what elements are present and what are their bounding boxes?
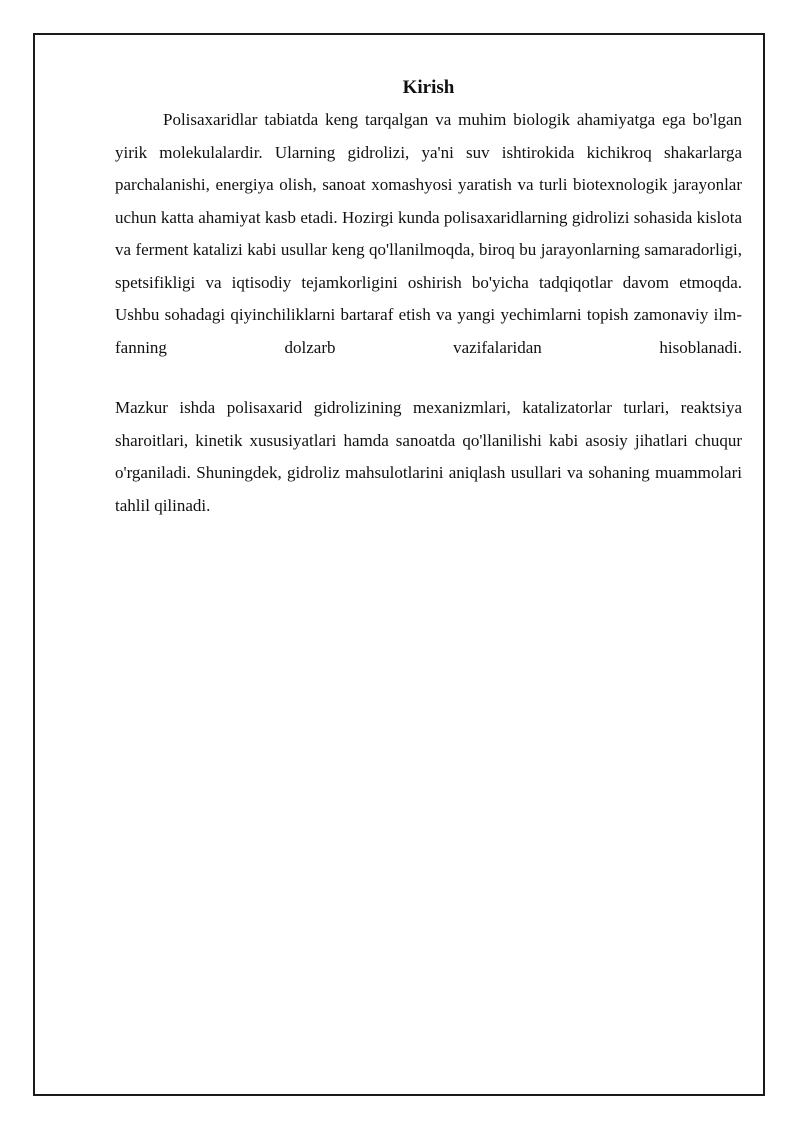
intro-paragraph-2: Mazkur ishda polisaxarid gidrolizining mexanizmlari, katalizatorlar turlari, reaktsiya sharoitlari, kinetik xususiyatlari hamda sanoatda qo'llanilishi kabi asosiy jihatlari chuqur o'rganiladi. Shuningdek, gidroliz mahsulotlarini aniqlash usullari va sohaning muammolari tahlil qilinadi. (115, 398, 742, 515)
document-body (115, 76, 742, 522)
section-title: Kirish (402, 77, 455, 98)
intro-paragraph-1: Polisaxaridlar tabiatda keng tarqalgan va muhim biologik ahamiyatga ega bo'lgan yirik molekulalardir. Ularning gidrolizi, ya'ni suv ishtirokida kichikroq shakarlarga parchalanishi, energiya olish, sanoat xomashyosi yaratish va turli biotexnologik jarayonlar uchun katta ahamiyat kasb etadi. Hozirgi kunda polisaxaridlarning gidrolizi sohasida kislota va ferment katalizi kabi usullar keng qo'llanilmoqda, biroq bu jarayonlarning samaradorligi, spetsifikligi va iqtisodiy tejamkorligini oshirish bo'yicha tadqiqotlar davom etmoqda. Ushbu sohadagi qiyinchiliklarni bartaraf etish va yangi yechimlarni topish zamonaviy ilm-fanning dolzarb vazifalaridan hisoblanadi. (115, 110, 742, 357)
